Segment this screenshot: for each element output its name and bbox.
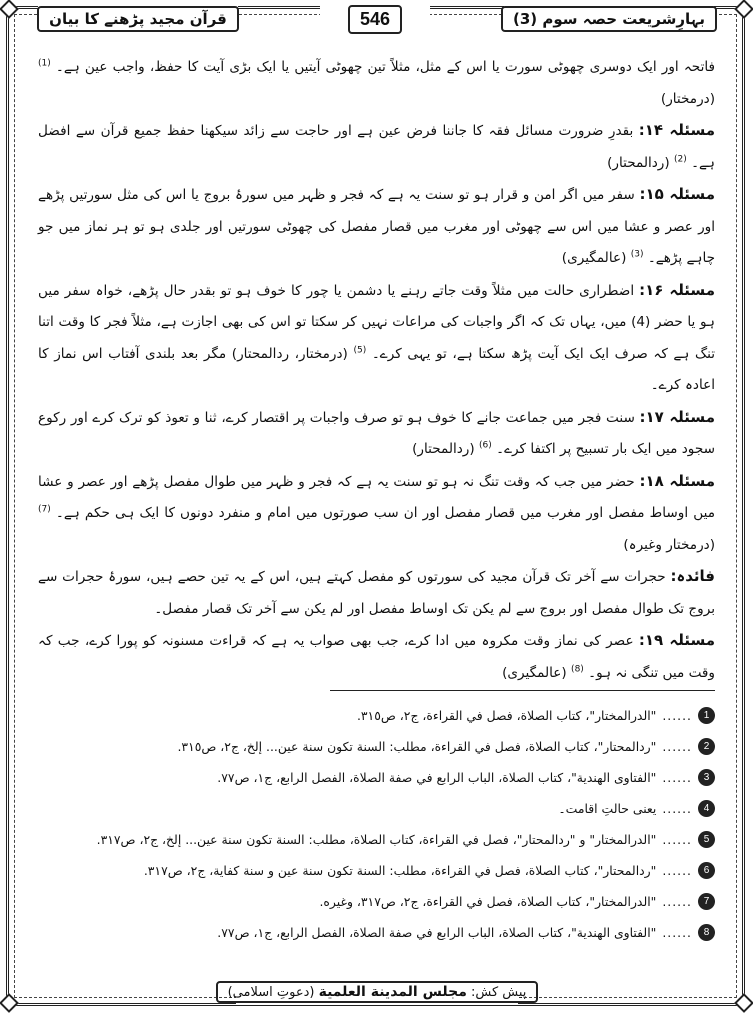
- publisher-note: (دعوتِ اسلامی): [227, 985, 315, 1000]
- footnote-divider: [330, 690, 715, 691]
- footnote-ref: (6): [479, 440, 492, 451]
- header-right: [504, 2, 714, 36]
- paragraph-text: سفر میں اگر امن و قرار ہو تو سنت یہ ہے کہ فجر و ظہر میں سورۂ بروج یا اس کی مثل سورتیں پڑھے اور عصر و عشا میں اس سے چھوٹی اور مغرب میں قصار مفصل کی چھوٹی سورتیں اور جلدی ہو تو ہر نماز میں جو چاہے پڑھے۔: [38, 187, 715, 266]
- footnote-text: "الدرالمختار" و "ردالمحتار"، فصل في القراءة، كتاب الصلاة، مطلب: السنة تكون سنة عين... إلخ، ج٢، ص٣١٧.: [96, 832, 657, 847]
- source-citation: (درمختار، ردالمحتار) مگر بعد بلندی آفتاب اس نماز کا اعادہ کرے۔: [38, 345, 715, 393]
- footnote-text: "ردالمحتار"، كتاب الصلاة، فصل في القراءة، مطلب: السنة تكون سنة عين... إلخ، ج٢، ص٣١٥.: [177, 739, 657, 754]
- book-title: بہارِشریعت حصہ سوم (3): [501, 6, 717, 32]
- footnote-text: یعنی حالتِ اقامت۔: [558, 801, 657, 816]
- footnote-number: 3: [698, 769, 715, 786]
- footnote-ref: (2): [674, 153, 687, 164]
- footnote: 5 ...... "الدرالمختار" و "ردالمحتار"، فصل في القراءة، كتاب الصلاة، مطلب: السنة تكون سنة عين... إلخ، ج٢، ص٣١٧.: [38, 824, 715, 855]
- source-citation: (عالمگیری): [502, 664, 567, 681]
- masala-label: مسئلہ ۱۸:: [639, 471, 716, 490]
- paragraph: [38, 275, 715, 402]
- paragraph: [38, 179, 715, 275]
- footnote: 6 ...... "ردالمحتار"، كتاب الصلاة، فصل في القراءة، مطلب: السنة تكون سنة عين و سنة كفاية، ج٢، ص٣١٧.: [38, 855, 715, 886]
- footnote-text: "الفتاوى الهندية"، كتاب الصلاة، الباب الرابع في صفة الصلاة، الفصل الرابع، ج١، ص٧٧.: [217, 770, 657, 785]
- source-citation: (درمختار وغیرہ): [623, 536, 715, 553]
- footnote-text: "الدرالمختار"، كتاب الصلاة، فصل في القراءة، ج٢، ص٣١٥.: [356, 708, 657, 723]
- footnote: 2 ...... "ردالمحتار"، كتاب الصلاة، فصل في القراءة، مطلب: السنة تكون سنة عين... إلخ، ج٢، ص٣١٥.: [38, 731, 715, 762]
- footnote: 3 ...... "الفتاوى الهندية"، كتاب الصلاة، الباب الرابع في صفة الصلاة، الفصل الرابع، ج١، ص٧٧.: [38, 762, 715, 793]
- paragraph-text: فاتحہ اور ایک دوسری چھوٹی سورت یا اس کے مثل، مثلاً تین چھوٹی آیتیں یا ایک بڑی آیت کا حفظ، واجب عین ہے۔: [55, 59, 716, 75]
- paragraph: [38, 52, 715, 115]
- paragraph-text: سنت فجر میں جماعت جانے کا خوف ہو تو صرف واجبات پر اقتصار کرے، ثنا و تعوذ کو ترک کرے اور رکوع سجود میں ایک بار تسبیح پر اکتفا کرے۔: [38, 409, 715, 457]
- footnote-number: 6: [698, 862, 715, 879]
- paragraph: [38, 115, 715, 179]
- publisher-box: [216, 981, 539, 1003]
- footnote-ref: (3): [630, 249, 644, 260]
- header-center: [320, 2, 430, 36]
- masala-label: مسئلہ ۱۶:: [639, 280, 715, 299]
- footnote-ref: (5): [353, 344, 367, 355]
- footnotes: [38, 700, 715, 948]
- footnote: 7 ...... "الدرالمختار"، كتاب الصلاة، فصل في القراءة، ج٢، ص٣١٧، وغيره.: [38, 886, 715, 917]
- page-number: 546: [348, 5, 402, 34]
- source-citation: (ردالمحتار): [607, 154, 670, 171]
- paragraph-text: حجرات سے آخر تک قرآن مجید کی سورتوں کو مفصل کہتے ہیں، اس کے یہ تین حصے ہیں، سورۂ حجرات سے بروج تک طوال مفصل اور بروج سے لم یکن تک اوساط مفصل اور لم یکن سے آخر تک قصار مفصل۔: [38, 569, 715, 617]
- footnote-number: 4: [698, 800, 715, 817]
- paragraph-text: اضطراری حالت میں مثلاً وقت جاتے رہنے یا دشمن یا چور کا خوف ہو تو بقدر حال پڑھے، خواہ سفر میں ہو یا حضر (4) میں، یہاں تک کہ اگر واجبات کی مراعات نہیں کر سکتا تو اس کی بھی اجازت ہے، مثلاً فجر کا وقت اتنا تنگ ہے کہ صرف ایک ایک آیت پڑھ سکتا ہے، تو یہی کرے۔: [38, 282, 716, 362]
- paragraph: [38, 625, 715, 689]
- masala-label: مسئلہ ۱۹:: [638, 631, 716, 649]
- footnote-number: 1: [698, 707, 715, 724]
- publisher-name: مجلس المدينة العلمية: [318, 984, 467, 1000]
- paragraph: [38, 466, 715, 562]
- footnote-number: 5: [698, 831, 715, 848]
- paragraph-text: عصر کی نماز وقت مکروہ میں ادا کرے، جب بھی صواب یہ ہے کہ قراءت مسنونہ کو پورا کرے، جب کہ وقت میں تنگی نہ ہو۔: [38, 633, 715, 681]
- footnote: 1 ...... "الدرالمختار"، كتاب الصلاة، فصل في القراءة، ج٢، ص٣١٥.: [38, 700, 715, 731]
- paragraph-text: حضر میں جب کہ وقت تنگ نہ ہو تو سنت یہ ہے کہ فجر و ظہر میں طوال مفصل پڑھے اور عصر و عشا میں اوساط مفصل اور مغرب میں قصار مفصل اور ان سب صورتوں میں امام و منفرد دونوں کا ایک ہی حکم ہے۔: [38, 473, 715, 521]
- footnote: 8 ...... "الفتاوى الهندية"، كتاب الصلاة، الباب الرابع في صفة الصلاة، الفصل الرابع، ج١، ص٧٧.: [38, 917, 715, 948]
- faida-label: فائدہ:: [670, 567, 715, 585]
- masala-label: مسئلہ ۱۷:: [639, 407, 715, 426]
- source-citation: (عالمگیری): [561, 250, 627, 266]
- masala-label: مسئلہ ۱۴:: [638, 121, 715, 139]
- paragraph-text: بقدرِ ضرورت مسائل فقہ کا جاننا فرض عین ہے اور حاجت سے زائد سیکھنا حفظ جمیع قرآن سے افضل ہے۔: [38, 123, 715, 171]
- footnote-text: "الدرالمختار"، كتاب الصلاة، فصل في القراءة، ج٢، ص٣١٧، وغيره.: [319, 894, 657, 909]
- main-text: [38, 52, 715, 689]
- footnote-number: 8: [698, 924, 715, 941]
- paragraph: [38, 561, 715, 625]
- footer: [227, 979, 527, 1005]
- footnote: 4 ...... یعنی حالتِ اقامت۔: [38, 793, 715, 824]
- masala-label: مسئلہ ۱۵:: [639, 185, 715, 203]
- footnote-ref: (8): [571, 663, 584, 674]
- source-citation: (درمختار): [660, 90, 715, 107]
- chapter-title: قرآن مجید پڑھنے کا بیان: [37, 6, 239, 32]
- footnote-text: "ردالمحتار"، كتاب الصلاة، فصل في القراءة، مطلب: السنة تكون سنة عين و سنة كفاية، ج٢، ص٣١٧.: [143, 863, 657, 878]
- footnote-number: 7: [698, 893, 715, 910]
- paragraph: [38, 402, 715, 466]
- footer-prefix: پیش کش:: [471, 985, 527, 1000]
- header-left: [38, 2, 238, 36]
- source-citation: (ردالمحتار): [412, 441, 475, 457]
- footnote-ref: (7): [38, 504, 51, 515]
- footnote-ref: (1): [38, 58, 51, 69]
- footnote-number: 2: [698, 738, 715, 755]
- footnote-text: "الفتاوى الهندية"، كتاب الصلاة، الباب الرابع في صفة الصلاة، الفصل الرابع، ج١، ص٧٧.: [217, 925, 657, 940]
